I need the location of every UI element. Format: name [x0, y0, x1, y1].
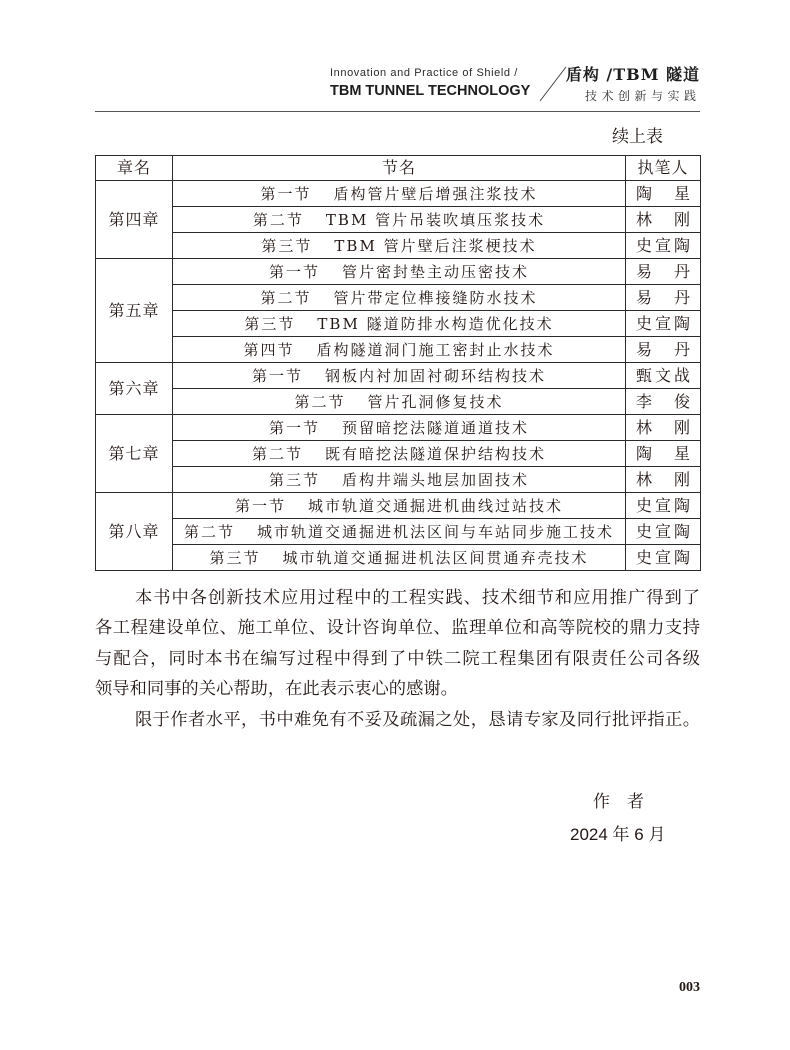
- header-rule: [95, 111, 700, 112]
- section-author: 易 丹: [626, 337, 701, 363]
- section-author: 史宣陶: [626, 493, 701, 519]
- section-number: 第二节: [183, 522, 235, 541]
- section-title: 盾构井端头地层加固技术: [342, 470, 530, 489]
- acknowledgement-paragraph: [95, 583, 700, 705]
- table-row: [96, 337, 701, 363]
- section-number: 第三节: [209, 548, 261, 567]
- authors-table: [95, 155, 701, 571]
- paragraph-line: 本书中各创新技术应用过程中的工程实践、技术细节和应用推广得到了: [135, 588, 700, 608]
- section-cell: [173, 233, 626, 259]
- section-title: 城市轨道交通掘进机法区间贯通弃壳技术: [282, 548, 589, 567]
- table-header-row: [96, 156, 701, 181]
- section-author: 甄文战: [626, 363, 701, 389]
- column-header-section: 节名: [173, 156, 626, 181]
- table-continued-label: 续上表: [612, 127, 663, 147]
- signature-author: 作 者: [593, 792, 644, 812]
- section-title: TBM 管片吊装吹填压浆技术: [325, 210, 546, 229]
- section-number: 第二节: [251, 444, 303, 463]
- table-row: [96, 181, 701, 207]
- section-title: 盾构隧道洞门施工密封止水技术: [316, 340, 555, 359]
- section-author: 史宣陶: [626, 545, 701, 571]
- series-title-chinese: 盾构 /TBM 隧道: [565, 65, 700, 84]
- section-cell: [173, 389, 626, 415]
- section-cell: [173, 181, 626, 207]
- section-cell: [173, 493, 626, 519]
- section-author: 史宣陶: [626, 519, 701, 545]
- table-row: [96, 519, 701, 545]
- section-cell: [173, 467, 626, 493]
- section-number: 第三节: [261, 236, 313, 255]
- section-cell: [173, 441, 626, 467]
- chapter-name: 第四章: [96, 181, 173, 259]
- section-cell: [173, 519, 626, 545]
- section-number: 第一节: [260, 184, 312, 203]
- section-title: TBM 隧道防排水构造优化技术: [317, 314, 554, 333]
- section-number: 第一节: [234, 496, 286, 515]
- section-number: 第一节: [251, 366, 303, 385]
- table-row: [96, 389, 701, 415]
- paragraph-line: 与配合，同时本书在编写过程中得到了中铁二院工程集团有限责任公司各级: [95, 648, 700, 669]
- section-number: 第一节: [268, 262, 320, 281]
- chapter-name: 第六章: [96, 363, 173, 415]
- series-title-english-line2: TBM TUNNEL TECHNOLOGY: [330, 83, 531, 99]
- section-title: 管片密封垫主动压密技术: [342, 262, 530, 281]
- paragraph-line: 领导和同事的关心帮助，在此表示衷心的感谢。: [95, 679, 458, 700]
- chapter-name: 第五章: [96, 259, 173, 363]
- section-cell: [173, 337, 626, 363]
- column-header-chapter: 章名: [96, 156, 173, 181]
- section-number: 第二节: [294, 392, 346, 411]
- table-row: [96, 545, 701, 571]
- disclaimer-paragraph: [95, 705, 700, 735]
- section-title: 城市轨道交通掘进机法区间与车站同步施工技术: [257, 522, 615, 541]
- section-author: 陶 星: [626, 441, 701, 467]
- series-subtitle-chinese: 技术创新与实践: [585, 89, 701, 103]
- table-row: [96, 233, 701, 259]
- table-row: [96, 441, 701, 467]
- section-number: 第四节: [243, 340, 295, 359]
- section-cell: [173, 311, 626, 337]
- section-number: 第三节: [268, 470, 320, 489]
- series-title-english-line1: Innovation and Practice of Shield /: [330, 67, 518, 79]
- table-row: [96, 285, 701, 311]
- section-number: 第一节: [268, 418, 320, 437]
- table-row: [96, 207, 701, 233]
- section-cell: [173, 363, 626, 389]
- table-row: [96, 415, 701, 441]
- paragraph-line: 各工程建设单位、施工单位、设计咨询单位、监理单位和高等院校的鼎力支持: [95, 618, 700, 639]
- section-title: 钢板内衬加固衬砌环结构技术: [325, 366, 547, 385]
- section-title: 城市轨道交通掘进机曲线过站技术: [308, 496, 564, 515]
- section-title: 预留暗挖法隧道通道技术: [342, 418, 530, 437]
- table-row: [96, 467, 701, 493]
- section-number: 第二节: [260, 288, 312, 307]
- signature-date: 2024 年 6 月: [570, 825, 666, 844]
- section-title: 管片带定位榫接缝防水技术: [333, 288, 538, 307]
- table-row: [96, 493, 701, 519]
- section-author: 易 丹: [626, 285, 701, 311]
- section-cell: [173, 259, 626, 285]
- chapter-name: 第八章: [96, 493, 173, 571]
- section-author: 易 丹: [626, 259, 701, 285]
- table-body: [96, 181, 701, 571]
- preface-body: [95, 583, 700, 735]
- section-author: 林 刚: [626, 207, 701, 233]
- section-author: 林 刚: [626, 415, 701, 441]
- section-author: 林 刚: [626, 467, 701, 493]
- column-header-author: 执笔人: [626, 156, 701, 181]
- section-title: TBM 管片壁后注浆梗技术: [334, 236, 537, 255]
- section-author: 史宣陶: [626, 311, 701, 337]
- section-title: 管片孔洞修复技术: [367, 392, 504, 411]
- page-number: 003: [679, 980, 700, 995]
- table-row: [96, 259, 701, 285]
- paragraph-line: 限于作者水平，书中难免有不妥及疏漏之处，恳请专家及同行批评指正。: [135, 709, 700, 730]
- section-cell: [173, 207, 626, 233]
- table-row: [96, 363, 701, 389]
- section-title: 既有暗挖法隧道保护结构技术: [325, 444, 547, 463]
- section-cell: [173, 285, 626, 311]
- section-author: 陶 星: [626, 181, 701, 207]
- chapter-name: 第七章: [96, 415, 173, 493]
- section-author: 李 俊: [626, 389, 701, 415]
- section-cell: [173, 415, 626, 441]
- section-title: 盾构管片壁后增强注浆技术: [333, 184, 538, 203]
- section-number: 第三节: [244, 314, 296, 333]
- section-cell: [173, 545, 626, 571]
- table-row: [96, 311, 701, 337]
- section-number: 第二节: [252, 210, 304, 229]
- section-author: 史宣陶: [626, 233, 701, 259]
